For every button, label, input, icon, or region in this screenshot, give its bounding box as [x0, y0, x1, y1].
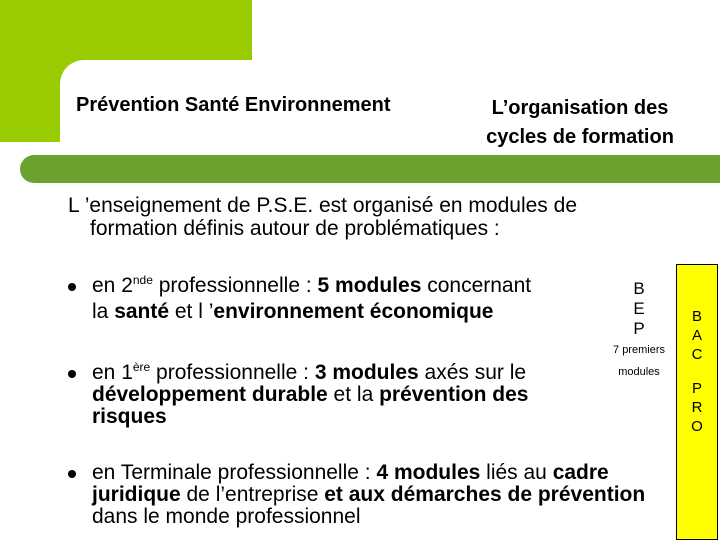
- text-span: professionnelle :: [150, 361, 315, 384]
- text-span: la: [92, 300, 115, 323]
- bep-note: modules: [618, 366, 660, 378]
- emphasis: 4 modules: [376, 461, 481, 484]
- bac-spacer: [677, 364, 717, 379]
- text-span: dans le monde professionnel: [92, 505, 361, 528]
- bac-letter: C: [691, 346, 703, 363]
- pro-letter: O: [691, 418, 703, 435]
- list-item-text: [92, 462, 652, 528]
- pro-letter: P: [691, 380, 702, 397]
- subtitle-line-2: cycles de formation: [486, 126, 674, 148]
- intro-paragraph: [68, 194, 668, 240]
- text-span: en Terminale professionnelle :: [92, 461, 377, 484]
- emphasis: 5 modules: [317, 274, 422, 297]
- superscript: nde: [132, 273, 153, 287]
- bep-letter: B: [633, 279, 645, 298]
- title-underline-bar: [20, 155, 720, 183]
- text-span: concernant: [421, 274, 532, 297]
- text-span: liés au: [480, 461, 553, 484]
- emphasis: cadre juridique: [92, 461, 609, 506]
- emphasis: prévention des risques: [92, 383, 529, 428]
- bullet-dot: [68, 283, 76, 291]
- bep-letter: E: [633, 299, 645, 318]
- pro-letter: R: [691, 399, 703, 416]
- emphasis: environnement économique: [213, 300, 494, 323]
- bep-letter: P: [633, 319, 645, 338]
- text-span: et l ’: [169, 300, 214, 323]
- bep-label-box: [608, 265, 670, 385]
- slide-subtitle: [440, 94, 720, 152]
- bac-pro-label-box: [676, 264, 718, 540]
- bep-note: 7 premiers: [613, 344, 665, 356]
- bac-letter: B: [691, 308, 702, 325]
- emphasis: et aux démarches de prévention: [324, 483, 646, 506]
- text-span: en 1: [92, 361, 133, 384]
- text-span: axés sur le: [418, 361, 527, 384]
- list-item-text: [92, 362, 592, 428]
- bullet-dot: [68, 470, 76, 478]
- list-item-text: [92, 275, 612, 323]
- superscript: ère: [132, 360, 151, 374]
- intro-line-1: L ’enseignement de P.S.E. est organisé en modules de: [68, 194, 578, 217]
- bullet-dot: [68, 370, 76, 378]
- slide-title: Prévention Santé Environnement: [76, 94, 391, 116]
- bac-letter: A: [691, 327, 702, 344]
- emphasis: santé: [114, 300, 170, 323]
- subtitle-line-1: L’organisation des: [491, 97, 669, 119]
- text-span: en 2: [92, 274, 133, 297]
- text-span: de l’entreprise: [180, 483, 325, 506]
- emphasis: 3 modules: [314, 361, 419, 384]
- text-span: professionnelle :: [152, 274, 318, 297]
- emphasis: développement durable: [92, 383, 328, 406]
- intro-line-2: formation définis autour de problématiques :: [90, 217, 500, 240]
- text-span: et la: [327, 383, 380, 406]
